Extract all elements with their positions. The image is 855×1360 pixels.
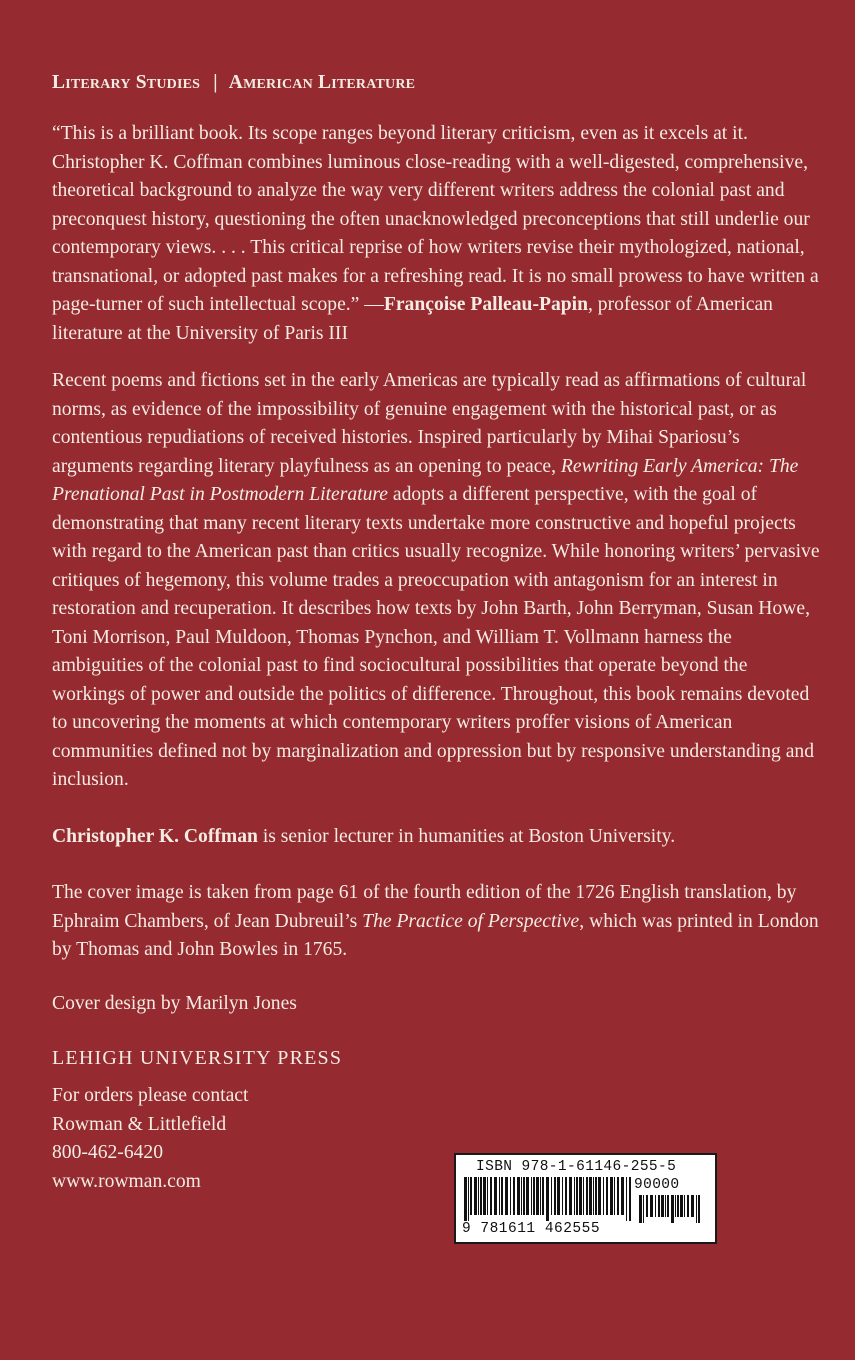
barcode-bar [468,1177,469,1221]
barcode-bar [510,1177,511,1215]
barcode-bar [551,1177,552,1215]
barcode-bar [646,1195,648,1217]
design-credit: Cover design by Marilyn Jones [52,992,297,1014]
cover-note-title: The Practice of Perspective [362,910,580,932]
barcode-bar [691,1195,694,1217]
back-cover-text [52,66,822,1196]
barcode-bar [470,1177,472,1215]
barcode-bar [464,1177,467,1221]
barcode-bar [483,1177,486,1215]
barcode-bar [499,1177,500,1215]
barcode-bar [626,1177,627,1221]
blurb-dash: — [359,294,384,315]
barcode-bar [576,1177,578,1215]
barcode-bar [675,1195,676,1217]
category-header [52,66,822,100]
description-part-1: Recent poems and fictions set in the early Americas are typically read as affirmations of cultural norms, as evidence of the impossibility of genuine engagement with the historical past, or as contentious repudiations of received histories. Inspired particularly by Mihai Spariosu’s arguments regarding literary playfulness as an opening to peace, [52,370,807,477]
barcode-bar [593,1177,594,1215]
cover-note-part-1: The cover image is taken from page 61 of the fourth edition of the 1726 English translation, by Ephraim Chambers, of Jean Dubreuil’s [52,882,797,932]
barcode-bar [517,1177,520,1215]
barcode-bar [536,1177,539,1215]
barcode-bar [521,1177,522,1215]
barcode-bar [687,1195,689,1217]
barcode-bar [478,1177,479,1215]
barcode-bar [565,1177,567,1215]
barcode-bar [554,1177,556,1215]
barcode-bar [680,1195,683,1217]
description-part-2: adopts a different perspective, with the goal of demonstrating that many recent literary texts undertake more constructive and hopeful projects with regard to the American past than critics usually recognize. While honoring writers’ pervasive critiques of hegemony, this volume trades a preoccupation with antagonism for an interest in restoration and recuperation. It describes how texts by John Barth, John Berryman, Susan Howe, Toni Morrison, Paul Muldoon, Thomas Pynchon, and William T. Vollmann harness the ambiguities of the colonial past to find sociocultural possibilities that operate beyond the workings of power and outside the politics of difference. Throughout, this book remains devoted to uncovering the moments at which contemporary writers proffer visions of American communities defined not by marginalization and oppression but by responsive understanding and inclusion. [52,484,820,790]
barcode-bar [639,1195,642,1223]
barcode-bar [480,1177,482,1215]
blurb-affiliation: , professor of American literature at the University of Paris III [52,294,773,344]
endorsement-blurb [52,120,822,348]
barcode-bar [667,1195,669,1217]
author-name: Christopher K. Coffman [52,825,258,847]
barcode-bar [610,1177,613,1215]
barcode-bar [621,1177,624,1215]
barcode-bar [617,1177,619,1215]
barcode-bar [494,1177,497,1215]
barcode-bar [490,1177,492,1215]
author-bio [52,823,822,852]
barcode-bar [542,1177,544,1215]
barcode-bar [557,1177,560,1215]
barcode-bar [513,1177,515,1215]
barcode-bar [523,1177,525,1215]
barcode-bar [603,1177,604,1215]
barcode-bar [562,1177,563,1215]
barcode-bar [677,1195,679,1217]
category-american-literature: American Literature [228,72,416,93]
distributor-name: Rowman & Littlefield [52,1113,227,1135]
barcode-bar [598,1177,601,1215]
barcode-bar [487,1177,488,1215]
barcode-bar [696,1195,697,1223]
barcode-bar [698,1195,700,1223]
author-bio-text: is senior lecturer in humanities at Boston University. [257,825,676,847]
barcode-bar [583,1177,584,1215]
barcode-bar [574,1177,575,1215]
barcode-bar [501,1177,503,1215]
barcode-bar [595,1177,597,1215]
website-link: www.rowman.com [52,1170,201,1192]
barcode-bar [671,1195,674,1223]
price-code: 90000 [634,1177,680,1193]
blurb-author: Françoise Palleau-Papin [383,294,588,315]
phone-number: 800-462-6420 [52,1142,164,1163]
book-title: Rewriting Early America: The Prenational Past in Postmodern Literature [52,455,799,505]
publisher-name: LEHIGH UNIVERSITY PRESS [52,1047,343,1069]
barcode-bar [540,1177,541,1215]
barcode-bar [684,1195,685,1217]
blurb-quote: “This is a brilliant book. Its scope ranges beyond literary criticism, even as it excels at it. Christopher K. Coffman combines luminous close-reading with a well-digested, comprehensive, theoretical background to analyze the way very different writers address the colonial past and preconquest history, questioning the often unacknowledged preconceptions that still underlie our contemporary views. . . . This critical reprise of how writers revise their mythologized, national, transnational, or adopted past makes for a refreshing read. It is no small prowess to have written a page-turner of such intellectual scope.” [52,123,819,315]
barcode-bar [531,1177,532,1215]
barcode-bar [650,1195,653,1217]
barcode-bar [629,1177,631,1221]
book-description [52,367,822,795]
barcode-bars-main [462,1177,632,1221]
category-separator: | [213,72,218,93]
barcode-bar [589,1177,592,1215]
barcode-bar [658,1195,660,1217]
cover-image-note [52,879,822,965]
cover-note-part-2: , which was printed in London by Thomas and John Bowles in 1765. [52,910,819,960]
barcode-bar [655,1195,656,1217]
barcode-bar [579,1177,582,1215]
barcode-bar [614,1177,615,1215]
barcode-digits: 9 781611 462555 [462,1221,601,1237]
barcode-bar [643,1195,644,1223]
isbn-barcode [454,1153,717,1244]
barcode-bar [546,1177,549,1221]
isbn-label: ISBN 978-1-61146-255-5 [476,1159,677,1175]
barcode-bar [586,1177,588,1215]
barcode-bar [665,1195,666,1217]
category-literary-studies: Literary Studies [52,72,201,93]
barcode-bar [569,1177,572,1215]
barcode-bars-addon [637,1195,701,1229]
barcode-bar [474,1177,477,1215]
barcode-bar [661,1195,664,1217]
barcode-bar [606,1177,608,1215]
contact-line: For orders please contact [52,1085,249,1106]
barcode-bar [505,1177,508,1215]
barcode-bar [526,1177,529,1215]
barcode-bar [533,1177,535,1215]
